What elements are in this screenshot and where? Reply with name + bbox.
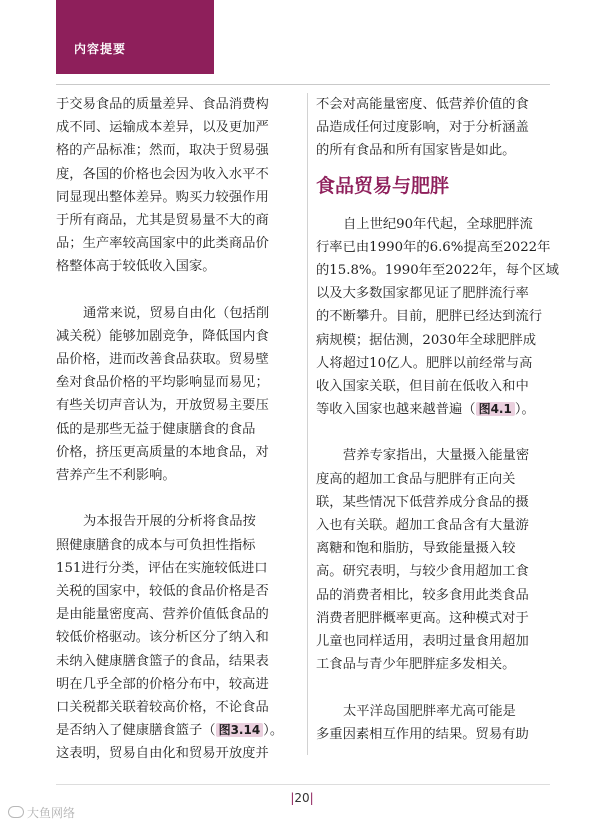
page-number-value: 20 bbox=[294, 791, 310, 805]
paragraph bbox=[56, 93, 298, 279]
text-line: 是由能量密度高、营养价值低食品的 bbox=[56, 607, 269, 623]
text-line: 是否纳入了健康膳食篮子（ 图3.14 ）。 bbox=[56, 723, 284, 739]
text-line: 成不同、运输成本差异，以及更加严 bbox=[56, 120, 269, 136]
text-line: 太平洋岛国肥胖率尤高可能是 bbox=[343, 703, 516, 719]
text-line: 照健康膳食的成本与可负担性指标 bbox=[56, 537, 256, 553]
text-line: 品造成任何过度影响，对于分析涵盖 bbox=[316, 120, 529, 136]
text-line: 明在几乎全部的价格分布中，较高进 bbox=[56, 676, 269, 692]
text-line: 工食品与青少年肥胖症多发相关。 bbox=[316, 657, 516, 673]
text-line: 通常来说，贸易自由化（包括削 bbox=[83, 305, 270, 321]
text-line: 离糖和饱和脂肪，导致能量摄入较 bbox=[316, 541, 516, 557]
text-line: 营养专家指出，大量摄入能量密 bbox=[343, 448, 530, 464]
text-line: 收入国家关联，但目前在低收入和中 bbox=[316, 378, 529, 394]
text-line: 减关税）能够加剧竞争，降低国内食 bbox=[56, 328, 269, 344]
text-line: 的所有食品和所有国家皆是如此。 bbox=[316, 143, 516, 159]
text-line: 自上世纪90年代起，全球肥胖流 bbox=[343, 216, 533, 232]
paragraph bbox=[56, 302, 298, 488]
text-line: 151进行分类，评估在实施较低进口 bbox=[56, 560, 268, 576]
text-line: 这表明，贸易自由化和贸易开放度并 bbox=[56, 746, 269, 762]
paragraph bbox=[316, 213, 559, 422]
text-line: 的不断攀升。目前，肥胖已经达到流行 bbox=[316, 309, 543, 325]
watermark-logo-icon bbox=[8, 806, 24, 818]
text-line: 同显现出整体差异。购买力较强作用 bbox=[56, 189, 269, 205]
text-line: 关税的国家中，较低的食品价格是否 bbox=[56, 583, 269, 599]
text-line: 等收入国家也越来越普遍（ 图4.1 ）。 bbox=[316, 402, 535, 418]
text-line: 品；生产率较高国家中的此类商品价 bbox=[56, 236, 269, 252]
header-title: 内容提要 bbox=[74, 42, 127, 56]
text-line: 价格，挤压更高质量的本地食品，对 bbox=[56, 444, 269, 460]
text-line: 有些关切声音认为，开放贸易主要压 bbox=[56, 398, 269, 414]
text-line: 病规模；据估测，2030年全球肥胖成 bbox=[316, 332, 536, 348]
paragraph bbox=[316, 700, 556, 746]
text-line: 以及大多数国家都见证了肥胖流行率 bbox=[316, 286, 529, 302]
text-line: 格整体高于较低收入国家。 bbox=[56, 259, 216, 275]
text-line: 品价格，进而改善食品获取。贸易壁 bbox=[56, 352, 269, 368]
text-line: 度高的超加工食品与肥胖有正向关 bbox=[316, 471, 516, 487]
footer-divider bbox=[56, 784, 550, 785]
text-line: 品的消费者相比，较多食用此类食品 bbox=[316, 587, 529, 603]
text-line: 度，各国的价格也会因为收入水平不 bbox=[56, 166, 269, 182]
text-line: 低的是那些无益于健康膳食的食品 bbox=[56, 421, 256, 437]
text-line: 未纳入健康膳食篮子的食品，结果表 bbox=[56, 653, 269, 669]
paragraph bbox=[316, 444, 556, 676]
text-line: 垒对食品价格的平均影响显而易见； bbox=[56, 375, 269, 391]
text-line: 多重因素相互作用的结果。贸易有助 bbox=[316, 726, 529, 742]
text-line: 联，某些情况下低营养成分食品的摄 bbox=[316, 494, 529, 510]
paragraph bbox=[56, 510, 298, 742]
section-title: 食品贸易与肥胖 bbox=[316, 174, 450, 197]
paragraph bbox=[316, 93, 556, 163]
watermark: 大鱼网络 bbox=[8, 804, 75, 821]
text-line: 格的产品标准；然而，取决于贸易强 bbox=[56, 143, 269, 159]
page-number: |20| bbox=[290, 791, 314, 805]
text-line: 口关税都关联着较高价格，不论食品 bbox=[56, 699, 269, 715]
text-line: 人将超过10亿人。肥胖以前经常与高 bbox=[316, 355, 533, 371]
text-line: 不会对高能量密度、低营养价值的食 bbox=[316, 97, 529, 112]
figure-reference-link[interactable]: 图3.14 bbox=[216, 723, 264, 737]
figure-reference-link[interactable]: 图4.1 bbox=[476, 402, 515, 416]
text-line: 于所有商品，尤其是贸易量不大的商 bbox=[56, 212, 269, 228]
text-line: 为本报告开展的分析将食品按 bbox=[83, 514, 256, 530]
text-line: 消费者肥胖概率更高。这种模式对于 bbox=[316, 610, 529, 626]
text-line: 高。研究表明，与较少食用超加工食 bbox=[316, 564, 529, 580]
left-column bbox=[56, 93, 298, 765]
right-column bbox=[316, 93, 559, 746]
text-line: 于交易食品的质量差异、食品消费构 bbox=[56, 97, 269, 112]
text-line: 较低价格驱动。该分析区分了纳入和 bbox=[56, 630, 269, 646]
text-line: 儿童也同样适用，表明过量食用超加 bbox=[316, 633, 529, 649]
header-divider bbox=[56, 84, 550, 85]
text-line: 的15.8%。1990年至2022年，每个区域 bbox=[316, 262, 559, 278]
text-line: 营养产生不利影响。 bbox=[56, 468, 176, 483]
column-divider bbox=[307, 93, 308, 755]
text-line: 入也有关联。超加工食品含有大量游 bbox=[316, 518, 529, 533]
header-tab bbox=[56, 0, 214, 74]
text-line: 行率已由1990年的6.6%提高至2022年 bbox=[316, 239, 551, 255]
